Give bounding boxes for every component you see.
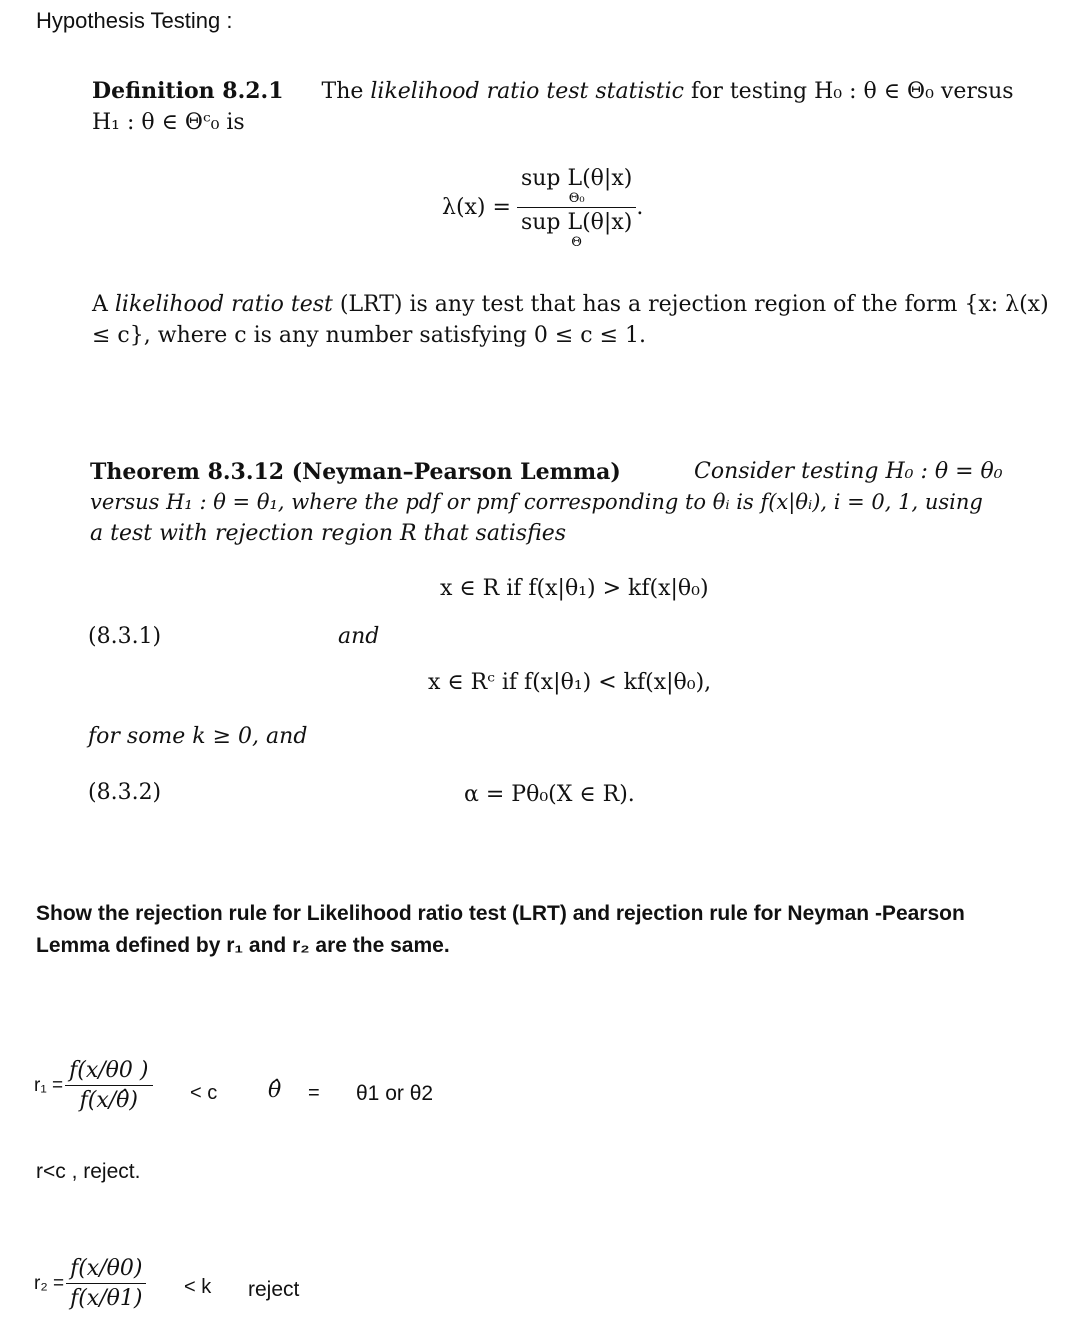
formula-end: . (636, 195, 644, 220)
definition-intro-pre: The (321, 79, 371, 104)
lrt-pre: A (92, 292, 115, 317)
formula-num-text: sup L(θ|x) (520, 166, 633, 191)
lrt-line-1 (92, 292, 1049, 317)
reject-rule-1: r<c , reject. (36, 1160, 141, 1183)
r2-fraction (66, 1256, 146, 1311)
definition-intro-em: likelihood ratio test statistic (370, 79, 684, 104)
question-line-1: Show the rejection rule for Likelihood ratio test (LRT) and rejection rule for Neyman -Pearson (36, 902, 965, 925)
lambda-formula (442, 166, 643, 249)
reject-rule-2: reject (248, 1278, 300, 1301)
r1-denominator: f(x/θ̂) (79, 1088, 138, 1113)
definition-intro-post: for testing H₀ : θ ∈ Θ₀ versus (683, 79, 1014, 104)
theorem-line-3: a test with rejection region R that satisfies (90, 521, 567, 546)
theorem-label: Theorem 8.3.12 (Neyman–Pearson Lemma) (90, 459, 621, 485)
lrt-post: (LRT) is any test that has a rejection region of the form {x: λ(x) (332, 292, 1049, 317)
r1-numerator: f(x/θ0 ) (65, 1058, 152, 1086)
equation-label-8-3-1: (8.3.1) (88, 624, 162, 649)
lrt-em: likelihood ratio test (114, 292, 333, 317)
r2-compare: < k (184, 1276, 212, 1298)
theta-equals: = (308, 1082, 320, 1104)
formula-num-sub: Θ₀ (568, 191, 585, 206)
theta-choice: θ1 or θ2 (356, 1082, 434, 1105)
definition-line-1 (92, 78, 1014, 104)
lrt-line-2: ≤ c}, where c is any number satisfying 0 ≤ c ≤ 1. (92, 323, 647, 348)
equation-label-8-3-2: (8.3.2) (88, 780, 162, 805)
condition-1: x ∈ R if f(x|θ₁) > kf(x|θ₀) (440, 576, 709, 601)
theorem-line-2: versus H₁ : θ = θ₁, where the pdf or pmf corresponding to θᵢ is f(x|θᵢ), i = 0, 1, using (90, 490, 983, 514)
page-title: Hypothesis Testing : (36, 8, 233, 33)
definition-line-2: H₁ : θ ∈ Θᶜ₀ is (92, 110, 245, 135)
alpha-equation: α = Pθ₀(X ∈ R). (464, 782, 635, 807)
r2-numerator: f(x/θ0) (66, 1256, 146, 1284)
formula-den-sub: Θ (571, 235, 582, 250)
theta-hat: θ̂ (268, 1078, 282, 1103)
and-word: and (338, 624, 380, 649)
definition-label: Definition 8.2.1 (92, 78, 284, 104)
theorem-line-1-tail: Consider testing H₀ : θ = θ₀ (694, 459, 1003, 484)
r1-fraction (65, 1058, 152, 1113)
r2-label: r₂ = (34, 1272, 65, 1294)
formula-numerator (517, 166, 636, 208)
r1-label: r₁ = (34, 1074, 64, 1096)
formula-den-text: sup L(θ|x) (520, 210, 633, 235)
r2-expression (34, 1256, 146, 1311)
question-line-2: Lemma defined by r₁ and r₂ are the same. (36, 934, 450, 957)
for-some-k: for some k ≥ 0, and (88, 724, 308, 749)
formula-lhs: λ(x) = (442, 195, 511, 220)
r1-expression (34, 1058, 153, 1113)
formula-denominator (517, 208, 636, 249)
formula-fraction (517, 166, 636, 249)
r2-denominator: f(x/θ1) (70, 1286, 143, 1311)
r1-compare: < c (190, 1082, 218, 1104)
condition-2: x ∈ Rᶜ if f(x|θ₁) < kf(x|θ₀), (428, 670, 712, 695)
